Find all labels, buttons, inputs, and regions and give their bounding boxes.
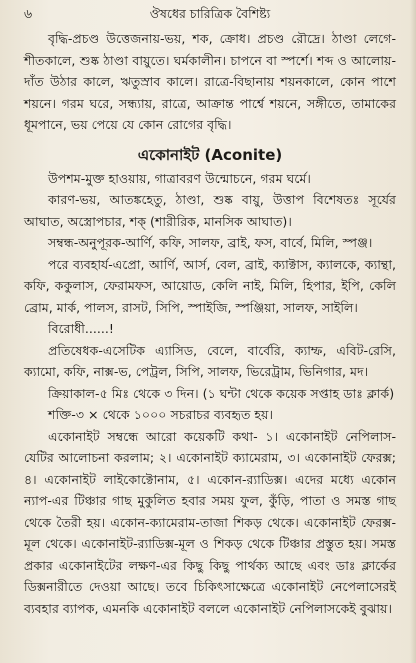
section-heading: একোনাইট (Aconite): [137, 145, 283, 164]
paragraph-duration: ক্রিয়াকাল-৫ মিঃ থেকে ৩ দিন। (১ ঘন্টা থেকে কয়েক সপ্তাহ ডাঃ ক্লার্ক): [48, 385, 395, 401]
paragraph-relief: উপশম-মুক্ত হাওয়ায়, গাত্রাবরণ উন্মোচনে, গরম ঘর্মে।: [48, 170, 311, 186]
paragraph-follows-well: পরে ব্যবহার্য-এপ্রো, আর্ণি, আর্স, বেল, ব্রাই, ক্যাক্টাস, ক্যালকে, ক্যান্থা, কফি, ককুলাস, ফেরামফস, আয়োড, কেলি নাই, মিলি, হিপার, ইপি, কেলি ব্রোম, মার্ক, পালস, রাসট, সিপি, স্পাইজি, স্পঞ্জিয়া, সালফ, সাইলি।: [24, 256, 396, 315]
page-number: ৬: [24, 6, 33, 21]
paragraph-relationship: সম্বন্ধ-অনুপূরক-আর্ণি, কফি, সালফ, ব্রাই, ফস, বার্বে, মিলি, স্পঞ্জ।: [48, 235, 373, 250]
paragraph-notes: একোনাইট সম্বন্ধে আরো কয়েকটি কথা- ১। একোনাইট নেপিলাস-যেটির আলোচনা করলাম; ২। একোনাইট ক্যামেরাম, ৩। একোনাইট ফেরক্স; ৪। একোনাইট লাইকোক্টোনাম, ৫। একোন-র‍্যাডিক্স। এদের মধ্যে একোন ন্যাপ-এর টিঞ্চার গাছ মুকুলিত হবার সময় ফুল, কুঁড়ি, পাতা ও সমস্ত গাছ থেকে তৈরী হয়। একোন-ক্যামেরাম-তাজা শিকড় থেকে। একোনাইট ফেরক্স-মূল থেকে। একোনাইট-র‍্যাডিক্স-মূল ও শিকড় থেকে টিঞ্চার প্রস্তুত হয়। সমস্ত প্রকার একোনাইটের লক্ষণ-এর কিছু কিছু পার্থক্য আছে এবং ডাঃ ক্লার্কের ডিক্সনারীতে দেওয়া আছে। তবে চিকিৎসাক্ষেত্রে একোনাইট নেপেলাসেরই ব্যবহার ব্যাপক, এমনকি একোনাইট বললে একোনাইট নেপিলাসকেই বুঝায়।: [24, 428, 396, 616]
paragraph-inimical: বিরোধী......!: [48, 321, 114, 336]
page-edge-shadow: [410, 0, 416, 663]
running-header: [24, 6, 396, 28]
intro-paragraph: বৃদ্ধি-প্রচণ্ড উত্তেজনায়-ভয়, শক, ক্রোধ। প্রচণ্ড রৌদ্রে। ঠাণ্ডা লেগে-শীতকালে, শুষ্ক ঠাণ্ডা বায়ুতে। ঘর্মকালীন। চাপনে বা স্পর্শে। শব্দ ও আলোয়-দাঁত উঠার কালে, ঋতুস্রাব কালে। রাত্রে-বিছানায় শয়নকালে, কোন পাশে শয়নে। গরম ঘরে, সন্ধ্যায়, রাত্রে, আক্রান্ত পার্শ্বে শয়নে, সঙ্গীতে, তামাকের ধূমপানে, ভয় পেয়ে যে কোন রোগের বৃদ্ধি।: [24, 31, 396, 132]
running-title: ঔষধের চারিত্রিক বৈশিষ্ট্য: [149, 6, 271, 21]
paragraph-cause: কারণ-ভয়, আতঙ্কহেতু, ঠাণ্ডা, শুষ্ক বায়ু, উত্তাপ বিশেষতঃ সূর্যের আঘাত, অস্ত্রোপচার, শক্ (শারীরিক, মানসিক আঘাত)।: [24, 192, 396, 229]
paragraph-potency: শক্তি-৩ × থেকে ১০০০ সচরাচর ব্যবহৃত হয়।: [48, 407, 273, 422]
paragraph-antidotes: প্রতিষেধক-এসেটিক এ্যাসিড, বেলে, বার্বেরি, ক্যাম্ফ, এবিট-রেসি, ক্যামো, কফি, নাক্স-ভ, পেট্রল, সিপি, সালফ, ভিরেট্রাম, ভিনিগার, মদ।: [24, 342, 396, 379]
